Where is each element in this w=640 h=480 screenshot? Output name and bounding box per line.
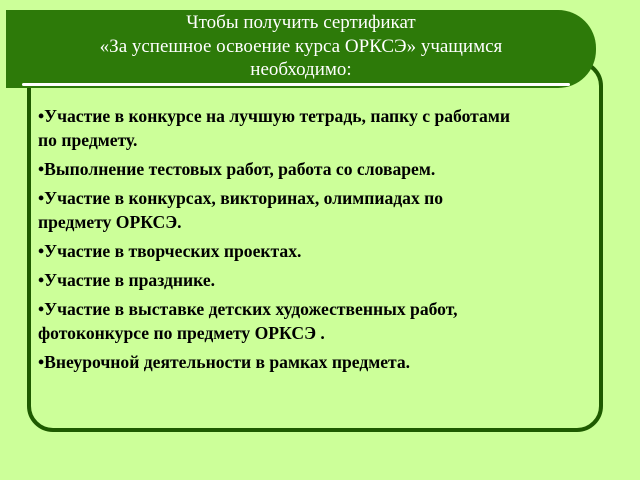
list-item-text-cont: по предмету. bbox=[38, 130, 138, 150]
bullet-icon: • bbox=[38, 241, 45, 261]
list-item bbox=[38, 268, 628, 292]
list-item bbox=[38, 104, 628, 152]
list-item-text: Участие в выставке детских художественных работ, bbox=[44, 299, 458, 319]
header-underline bbox=[22, 83, 570, 86]
list-item bbox=[38, 186, 628, 234]
list-item-text: Внеурочной деятельности в рамках предмета. bbox=[44, 352, 411, 372]
requirements-list bbox=[38, 104, 628, 379]
list-item bbox=[38, 297, 628, 345]
slide-title bbox=[6, 11, 596, 82]
list-item-text-cont: предмету ОРКСЭ. bbox=[38, 212, 182, 232]
list-item-text: Участие в конкурсе на лучшую тетрадь, папку с работами bbox=[44, 106, 510, 126]
bullet-icon: • bbox=[38, 106, 45, 126]
title-line-3: необходимо: bbox=[250, 59, 352, 80]
list-item-text: Выполнение тестовых работ, работа со словарем. bbox=[44, 159, 436, 179]
bullet-icon: • bbox=[38, 270, 45, 290]
list-item-text: Участие в празднике. bbox=[44, 270, 216, 290]
title-line-1: Чтобы получить сертификат bbox=[186, 12, 416, 33]
bullet-icon: • bbox=[38, 352, 45, 372]
list-item bbox=[38, 239, 628, 263]
bullet-icon: • bbox=[38, 188, 45, 208]
title-line-2: «За успешное освоение курса ОРКСЭ» учащимся bbox=[99, 35, 503, 57]
bullet-icon: • bbox=[38, 159, 45, 179]
list-item-text: Участие в конкурсах, викторинах, олимпиадах по bbox=[44, 188, 444, 208]
bullet-icon: • bbox=[38, 299, 45, 319]
list-item bbox=[38, 157, 628, 181]
list-item bbox=[38, 350, 628, 374]
list-item-text: Участие в творческих проектах. bbox=[44, 241, 302, 261]
list-item-text-cont: фотоконкурсе по предмету ОРКСЭ . bbox=[38, 323, 325, 343]
